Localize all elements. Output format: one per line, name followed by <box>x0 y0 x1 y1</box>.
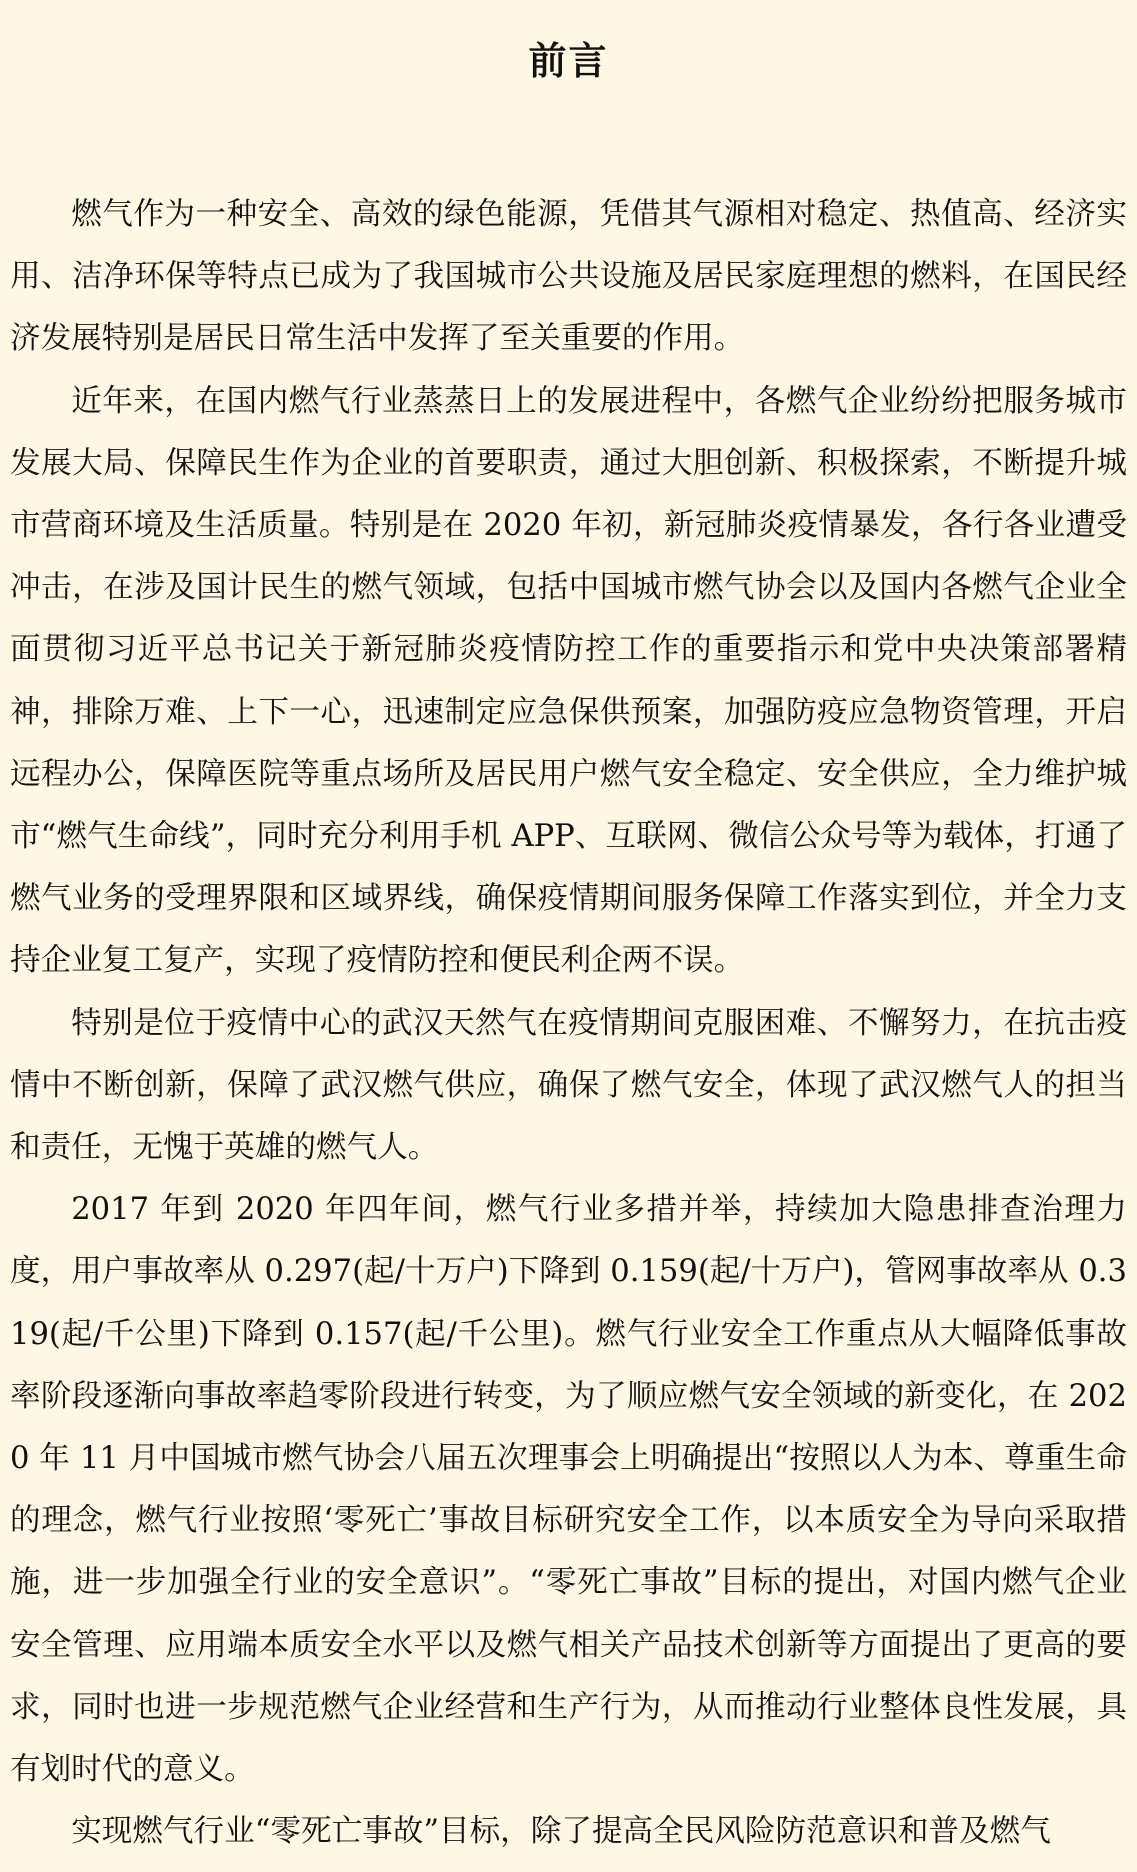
paragraph-1: 燃气作为一种安全、高效的绿色能源，凭借其气源相对稳定、热值高、经济实用、洁净环保等特点已成为了我国城市公共设施及居民家庭理想的燃料，在国民经济发展特别是居民日常生活中发挥了至关重要的作用。 <box>10 197 1127 357</box>
paragraph-5: 实现燃气行业“零死亡事故”目标，除了提高全民风险防范意识和普及燃气 <box>71 1814 1051 1850</box>
paragraph-2: 近年来，在国内燃气行业蒸蒸日上的发展进程中，各燃气企业纷纷把服务城市发展大局、保障民生作为企业的首要职责，通过大胆创新、积极探索，不断提升城市营商环境及生活质量。特别是在 2020 年初，新冠肺炎疫情暴发，各行各业遭受冲击，在涉及国计民生的燃气领域，包括中国城市燃气协会以及国内各燃气企业全面贯彻习近平总书记关于新冠肺炎疫情防控工作的重要指示和党中央决策部署精神，排除万难、上下一心，迅速制定应急保供预案，加强防疫应急物资管理，开启远程办公，保障医院等重点场所及居民用户燃气安全稳定、安全供应，全力维护城市“燃气生命线”，同时充分利用手机 APP、互联网、微信公众号等为载体，打通了燃气业务的受理界限和区域界线，确保疫情期间服务保障工作落实到位，并全力支持企业复工复产，实现了疫情防控和便民利企两不误。 <box>10 383 1128 979</box>
paragraph-4: 2017 年到 2020 年四年间，燃气行业多措并举，持续加大隐患排查治理力度，用户事故率从 0.297(起/十万户)下降到 0.159(起/十万户)，管网事故率从 0.319(起/千公里)下降到 0.157(起/千公里)。燃气行业安全工作重点从大幅降低事故率阶段逐渐向事故率趋零阶段进行转变，为了顺应燃气安全领域的新变化，在 2020 年 11 月中国城市燃气协会八届五次理事会上明确提出“按照以人为本、尊重生命的理念，燃气行业按照‘零死亡’事故目标研究安全工作，以本质安全为导向采取措施，进一步加强全行业的安全意识”。“零死亡事故”目标的提出，对国内燃气企业安全管理、应用端本质安全水平以及燃气相关产品技术创新等方面提出了更高的要求，同时也进一步规范燃气企业经营和生产行为，从而推动行业整体良性发展，具有划时代的意义。 <box>10 1192 1127 1788</box>
paragraph-3: 特别是位于疫情中心的武汉天然气在疫情期间克服困难、不懈努力，在抗击疫情中不断创新，保障了武汉燃气供应，确保了燃气安全，体现了武汉燃气人的担当和责任，无愧于英雄的燃气人。 <box>10 1005 1127 1166</box>
page-title: 前言 <box>528 39 609 83</box>
body-text <box>10 184 1127 1863</box>
